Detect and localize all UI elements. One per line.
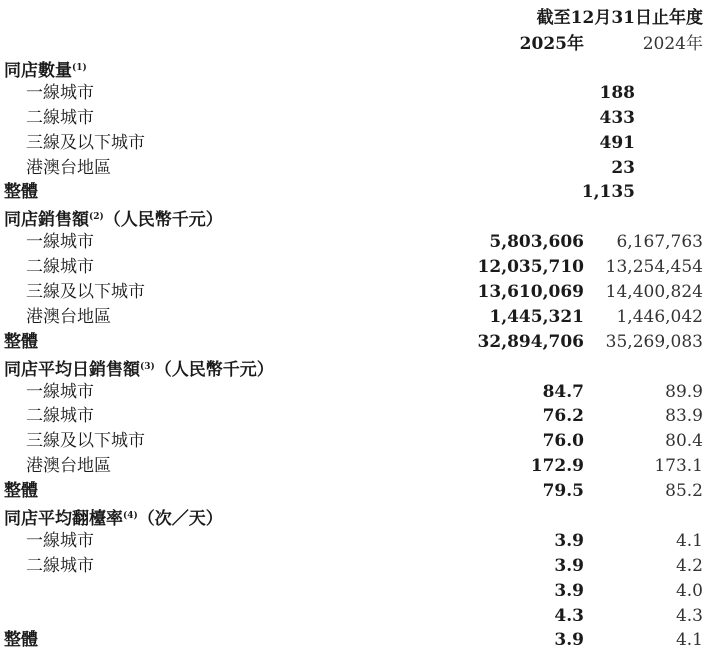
unit-label: （人民幣千元） bbox=[154, 359, 274, 380]
value-2024: 13,254,454 bbox=[605, 257, 703, 278]
table-row bbox=[0, 429, 719, 454]
value-2025: 13,610,069 bbox=[477, 282, 584, 303]
row-label-text: 同店平均翻檯率 bbox=[4, 509, 123, 530]
row-label bbox=[26, 131, 145, 156]
row-label-text: 一線城市 bbox=[26, 381, 94, 402]
row-label-text: 整體 bbox=[4, 182, 38, 203]
row-label bbox=[26, 280, 145, 305]
row-label-text: 整體 bbox=[4, 481, 38, 502]
value-2025: 12,035,710 bbox=[477, 257, 584, 278]
row-label bbox=[26, 529, 94, 554]
table-row bbox=[0, 156, 719, 181]
row-label bbox=[26, 554, 94, 579]
table-row bbox=[0, 454, 719, 479]
row-label bbox=[26, 106, 94, 131]
table-row bbox=[0, 380, 719, 405]
value-2025: 76.2 bbox=[542, 406, 584, 427]
value-2025: 84.7 bbox=[542, 381, 584, 402]
footnote-marker: (2) bbox=[89, 212, 104, 223]
value-2025: 188 bbox=[599, 82, 635, 103]
table-row bbox=[0, 81, 719, 106]
value-2025: 491 bbox=[599, 132, 635, 153]
value-2025: 3.9 bbox=[554, 630, 584, 651]
row-label bbox=[26, 380, 94, 405]
row-label bbox=[26, 255, 94, 280]
row-label-text: 三線及以下城市 bbox=[26, 132, 145, 153]
row-label-text: 港澳台地區 bbox=[26, 306, 111, 327]
value-2024: 6,167,763 bbox=[616, 232, 703, 253]
value-2025: 79.5 bbox=[542, 481, 584, 502]
row-label-text: 港澳台地區 bbox=[26, 456, 111, 477]
section-header-row bbox=[0, 56, 719, 81]
total-row bbox=[0, 180, 719, 205]
row-label bbox=[4, 628, 38, 653]
value-2024: 4.1 bbox=[675, 630, 703, 651]
row-label bbox=[26, 156, 111, 181]
table-row bbox=[0, 131, 719, 156]
row-label bbox=[4, 479, 38, 504]
table-row bbox=[0, 305, 719, 330]
row-label-text: 整體 bbox=[4, 331, 38, 352]
row-label bbox=[4, 180, 38, 205]
value-2025: 433 bbox=[599, 107, 635, 128]
row-label bbox=[4, 56, 87, 84]
value-2024: 4.3 bbox=[675, 605, 703, 626]
table-row bbox=[0, 554, 719, 579]
unit-label: （次／天） bbox=[137, 509, 223, 530]
row-label bbox=[26, 454, 111, 479]
value-2024: 14,400,824 bbox=[605, 282, 703, 303]
year-current-header: 2025年 bbox=[519, 34, 584, 54]
value-2024: 89.9 bbox=[665, 381, 703, 402]
value-2025: 32,894,706 bbox=[477, 331, 584, 352]
value-2024: 4.2 bbox=[675, 555, 703, 576]
value-2025: 76.0 bbox=[542, 431, 584, 452]
value-2025: 23 bbox=[611, 157, 635, 178]
value-2025: 172.9 bbox=[530, 456, 584, 477]
row-label-text: 整體 bbox=[4, 630, 38, 651]
row-label-text: 一線城市 bbox=[26, 232, 94, 253]
row-label-text: 港澳台地區 bbox=[26, 157, 111, 178]
row-label bbox=[4, 355, 274, 383]
unit-label: （人民幣千元） bbox=[103, 210, 223, 231]
value-2024: 4.0 bbox=[675, 580, 703, 601]
value-2025: 3.9 bbox=[554, 580, 584, 601]
value-2024: 173.1 bbox=[654, 456, 703, 477]
table-row bbox=[0, 106, 719, 131]
value-2024: 80.4 bbox=[665, 431, 703, 452]
table-row bbox=[0, 604, 719, 629]
footnote-marker: (3) bbox=[140, 361, 155, 372]
value-2025: 3.9 bbox=[554, 530, 584, 551]
value-2025: 4.3 bbox=[554, 605, 584, 626]
row-label bbox=[26, 404, 94, 429]
row-label bbox=[4, 205, 223, 233]
metrics-table bbox=[0, 56, 719, 653]
row-label-text: 二線城市 bbox=[26, 555, 94, 576]
total-row bbox=[0, 628, 719, 653]
value-2024: 1,446,042 bbox=[616, 306, 703, 327]
value-2024: 35,269,083 bbox=[605, 331, 703, 352]
footnote-marker: (4) bbox=[123, 511, 138, 522]
table-row bbox=[0, 230, 719, 255]
row-label bbox=[26, 81, 94, 106]
row-label-text: 同店平均日銷售額 bbox=[4, 359, 140, 380]
value-2025: 3.9 bbox=[554, 555, 584, 576]
table-row bbox=[0, 280, 719, 305]
value-2024: 85.2 bbox=[665, 481, 703, 502]
row-label-text: 二線城市 bbox=[26, 406, 94, 427]
total-row bbox=[0, 330, 719, 355]
row-label-text: 一線城市 bbox=[26, 82, 94, 103]
total-row bbox=[0, 479, 719, 504]
value-2024: 83.9 bbox=[665, 406, 703, 427]
value-2025: 5,803,606 bbox=[489, 232, 584, 253]
value-2025: 1,135 bbox=[581, 182, 635, 203]
period-header: 截至12月31日止年度 bbox=[536, 8, 703, 28]
row-label bbox=[26, 305, 111, 330]
row-label-text: 三線及以下城市 bbox=[26, 282, 145, 303]
footnote-marker: (1) bbox=[72, 63, 87, 73]
section-header-row bbox=[0, 355, 719, 380]
value-2024: 4.1 bbox=[675, 530, 703, 551]
section-header-row bbox=[0, 205, 719, 230]
table-row bbox=[0, 404, 719, 429]
table-row bbox=[0, 579, 719, 604]
row-label-text: 二線城市 bbox=[26, 257, 94, 278]
section-header-row bbox=[0, 504, 719, 529]
table-row bbox=[0, 255, 719, 280]
table-row bbox=[0, 529, 719, 554]
row-label bbox=[4, 504, 223, 532]
row-label-text: 二線城市 bbox=[26, 107, 94, 128]
year-prior-header: 2024年 bbox=[642, 34, 703, 54]
row-label bbox=[4, 330, 38, 355]
row-label bbox=[26, 230, 94, 255]
row-label-text: 一線城市 bbox=[26, 530, 94, 551]
row-label-text: 同店銷售額 bbox=[4, 210, 89, 231]
row-label-text: 三線及以下城市 bbox=[26, 431, 145, 452]
row-label-text: 同店數量 bbox=[4, 61, 72, 81]
value-2025: 1,445,321 bbox=[489, 306, 584, 327]
row-label bbox=[26, 429, 145, 454]
